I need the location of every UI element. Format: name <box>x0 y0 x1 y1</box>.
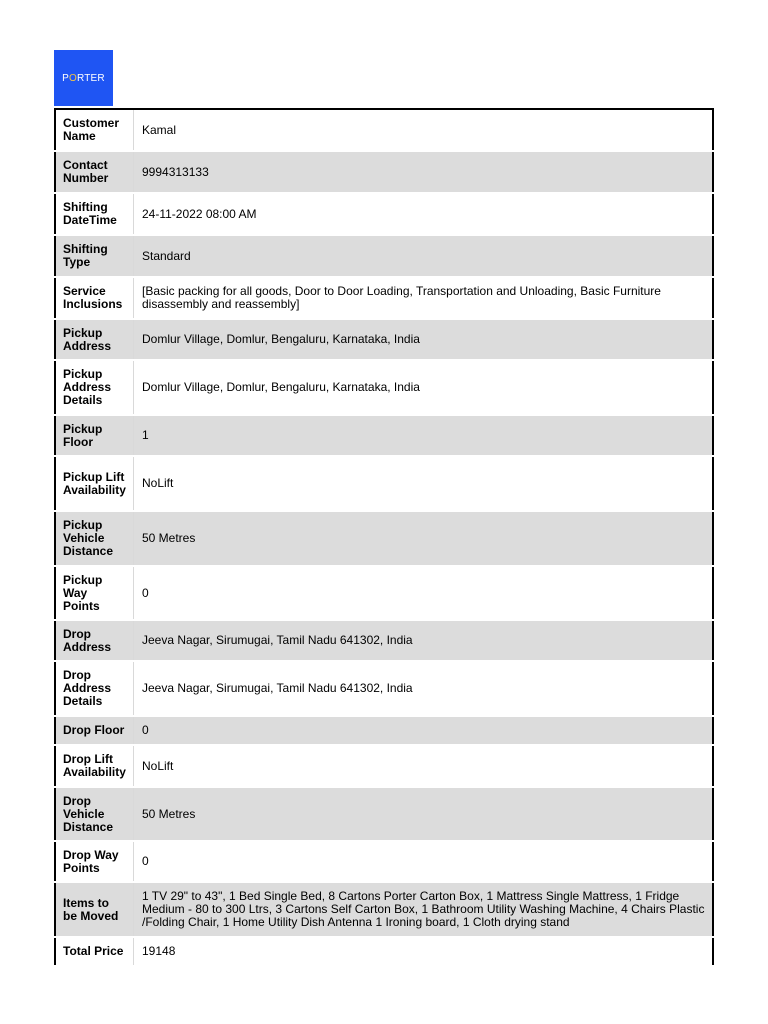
table-row <box>55 235 713 277</box>
drop-address-details-value: Jeeva Nagar, Sirumugai, Tamil Nadu 641302, India <box>134 661 714 716</box>
row-label: Drop Address <box>55 620 134 661</box>
drop-lift-value: NoLift <box>134 745 714 787</box>
table-row <box>55 882 713 937</box>
row-label: Pickup Floor <box>55 415 134 456</box>
table-row <box>55 456 713 511</box>
shifting-type-value: Standard <box>134 235 714 277</box>
drop-vehicle-distance-value: 50 Metres <box>134 787 714 841</box>
table-row <box>55 716 713 745</box>
row-label: Pickup Way Points <box>55 566 134 620</box>
row-label: Pickup Lift Availability <box>55 456 134 511</box>
row-label: Drop Way Points <box>55 841 134 882</box>
row-label: Drop Lift Availability <box>55 745 134 787</box>
pickup-address-details-value: Domlur Village, Domlur, Bengaluru, Karnataka, India <box>134 360 714 415</box>
pickup-lift-value: NoLift <box>134 456 714 511</box>
table-row <box>55 620 713 661</box>
table-row <box>55 360 713 415</box>
row-label: Shifting Type <box>55 235 134 277</box>
contact-number-value: 9994313133 <box>134 151 714 193</box>
items-to-be-moved-value: 1 TV 29" to 43", 1 Bed Single Bed, 8 Cartons Porter Carton Box, 1 Mattress Single Mattress, 1 Fridge Medium - 80 to 300 Ltrs, 3 Cartons Self Carton Box, 1 Bathroom Utility Washing Machine, 4 Chairs Plastic /Folding Chair, 1 Home Utility Dish Antenna 1 Ironing board, 1 Cloth drying stand <box>134 882 714 937</box>
table-row <box>55 193 713 235</box>
logo-pin-icon: O <box>69 72 77 84</box>
table-row <box>55 319 713 360</box>
customer-name-value: Kamal <box>134 109 714 151</box>
table-row <box>55 151 713 193</box>
table-row <box>55 415 713 456</box>
total-price-value: 19148 <box>134 937 714 966</box>
row-label: Contact Number <box>55 151 134 193</box>
table-row <box>55 511 713 566</box>
pickup-address-value: Domlur Village, Domlur, Bengaluru, Karnataka, India <box>134 319 714 360</box>
row-label: Shifting DateTime <box>55 193 134 235</box>
row-label: Pickup Vehicle Distance <box>55 511 134 566</box>
row-label: Pickup Address Details <box>55 360 134 415</box>
table-row <box>55 277 713 319</box>
table-row <box>55 745 713 787</box>
porter-logo <box>54 50 113 106</box>
pickup-way-points-value: 0 <box>134 566 714 620</box>
row-label: Customer Name <box>55 109 134 151</box>
row-label: Drop Floor <box>55 716 134 745</box>
pickup-vehicle-distance-value: 50 Metres <box>134 511 714 566</box>
drop-way-points-value: 0 <box>134 841 714 882</box>
table-row <box>55 937 713 966</box>
drop-address-value: Jeeva Nagar, Sirumugai, Tamil Nadu 641302, India <box>134 620 714 661</box>
porter-logo-text: PORTER <box>62 72 105 84</box>
drop-floor-value: 0 <box>134 716 714 745</box>
shifting-datetime-value: 24-11-2022 08:00 AM <box>134 193 714 235</box>
booking-details-table <box>54 108 714 967</box>
row-label: Drop Address Details <box>55 661 134 716</box>
table-row <box>55 566 713 620</box>
row-label: Items to be Moved <box>55 882 134 937</box>
row-label: Total Price <box>55 937 134 966</box>
row-label: Pickup Address <box>55 319 134 360</box>
row-label: Drop Vehicle Distance <box>55 787 134 841</box>
table-row <box>55 109 713 151</box>
table-row <box>55 787 713 841</box>
table-row <box>55 661 713 716</box>
table-row <box>55 841 713 882</box>
pickup-floor-value: 1 <box>134 415 714 456</box>
service-inclusions-value: [Basic packing for all goods, Door to Door Loading, Transportation and Unloading, Basic Furniture disassembly and reassembly] <box>134 277 714 319</box>
row-label: Service Inclusions <box>55 277 134 319</box>
